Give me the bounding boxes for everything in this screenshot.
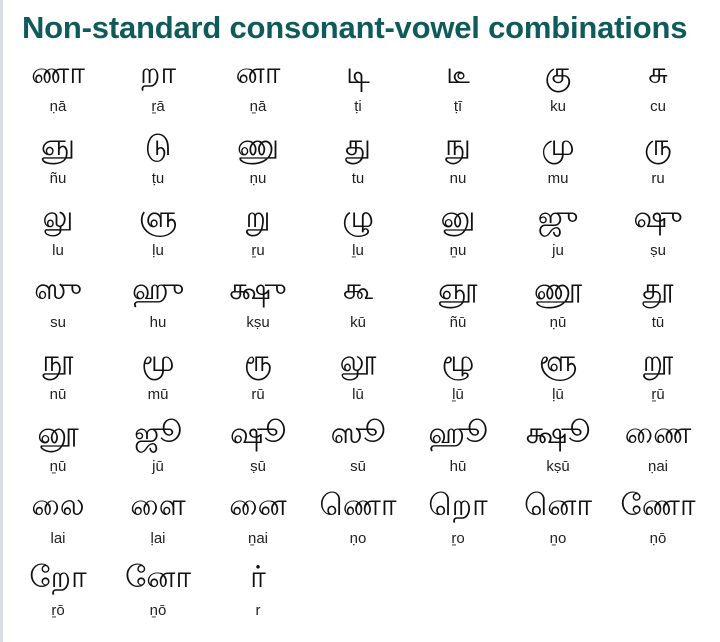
tamil-glyph: ணோ	[620, 488, 696, 523]
letter-cell	[208, 560, 308, 632]
tamil-glyph: னை	[229, 488, 287, 523]
letter-cell	[208, 200, 308, 272]
transliteration: cu	[650, 98, 666, 115]
transliteration: ṇā	[49, 98, 67, 115]
tamil-glyph: ஜு	[537, 200, 579, 235]
letter-cell	[208, 416, 308, 488]
tamil-glyph: றொ	[428, 488, 488, 523]
letter-cell	[608, 344, 708, 416]
letter-cell	[508, 488, 608, 560]
tamil-glyph: கு	[544, 56, 572, 91]
transliteration: ṇu	[249, 170, 267, 187]
letter-cell	[608, 128, 708, 200]
letter-cell	[208, 344, 308, 416]
tamil-glyph: னூ	[37, 416, 79, 451]
tamil-glyph: னோ	[124, 560, 192, 595]
tamil-glyph: றூ	[642, 344, 674, 379]
letter-cell	[308, 488, 408, 560]
letter-cell	[508, 344, 608, 416]
letter-cell	[408, 272, 508, 344]
tamil-glyph: ஜூ	[134, 416, 182, 451]
transliteration: ṟū	[651, 386, 665, 403]
tamil-glyph: கூ	[342, 272, 374, 307]
tamil-glyph: டீ	[446, 56, 470, 91]
letter-cell	[308, 128, 408, 200]
tamil-glyph: லை	[31, 488, 85, 523]
tamil-glyph: நூ	[42, 344, 74, 379]
letter-cell	[8, 56, 108, 128]
tamil-glyph: னு	[440, 200, 476, 235]
tamil-glyph: று	[245, 200, 271, 235]
tamil-glyph: மு	[541, 128, 575, 163]
transliteration: ku	[550, 98, 566, 115]
letter-cell	[408, 56, 508, 128]
letter-cell	[108, 128, 208, 200]
tamil-glyph: றா	[139, 56, 177, 91]
transliteration: ṟā	[151, 98, 165, 115]
letter-cell	[108, 560, 208, 632]
letter-cell	[8, 200, 108, 272]
letter-cell	[608, 56, 708, 128]
letter-cell	[8, 344, 108, 416]
tamil-glyph: டு	[144, 128, 172, 163]
tamil-glyph: ஸு	[34, 272, 82, 307]
tamil-glyph: லூ	[339, 344, 377, 379]
transliteration: ru	[651, 170, 665, 187]
letter-cell	[308, 344, 408, 416]
letter-cell	[8, 128, 108, 200]
tamil-glyph: நு	[445, 128, 471, 163]
tamil-glyph: ர்	[250, 560, 266, 595]
letter-cell	[608, 200, 708, 272]
transliteration: ṇō	[649, 530, 667, 547]
letter-cell	[108, 488, 208, 560]
letter-cell	[308, 416, 408, 488]
tamil-glyph: ஸூ	[330, 416, 386, 451]
letter-cell	[608, 272, 708, 344]
letter-cell	[208, 488, 308, 560]
transliteration: ṭi	[354, 98, 362, 115]
transliteration: kṣū	[546, 458, 570, 475]
tamil-glyph: ழு	[341, 200, 375, 235]
letter-cell	[408, 128, 508, 200]
transliteration: ḷu	[152, 242, 164, 259]
tamil-glyph: ஞு	[40, 128, 76, 163]
transliteration: mu	[547, 170, 569, 187]
letter-cell	[408, 488, 508, 560]
transliteration: sū	[350, 458, 366, 475]
transliteration: ṉā	[249, 98, 267, 115]
tamil-glyph: ணூ	[533, 272, 583, 307]
tamil-glyph: ஹூ	[428, 416, 488, 451]
tamil-glyph: னொ	[523, 488, 593, 523]
tamil-glyph: ணு	[236, 128, 280, 163]
letter-cell	[608, 488, 708, 560]
tamil-glyph: ளு	[138, 200, 178, 235]
transliteration: ṟo	[451, 530, 465, 547]
tamil-glyph: க்ஷூ	[525, 416, 591, 451]
letter-cell	[408, 344, 508, 416]
transliteration: ṣu	[650, 242, 666, 259]
transliteration: nū	[49, 386, 67, 403]
transliteration: ñū	[449, 314, 467, 331]
transliteration: ṉai	[247, 530, 269, 547]
transliteration: jū	[152, 458, 164, 475]
letter-cell	[8, 560, 108, 632]
letter-cell	[108, 56, 208, 128]
transliteration: ṟu	[251, 242, 265, 259]
transliteration: kṣu	[246, 314, 270, 331]
tamil-glyph: ணை	[624, 416, 692, 451]
letter-cell	[108, 272, 208, 344]
tamil-glyph: க்ஷு	[229, 272, 287, 307]
transliteration: ju	[552, 242, 564, 259]
left-border-rule	[0, 0, 3, 642]
transliteration: ṭī	[453, 98, 463, 115]
letter-cell	[508, 128, 608, 200]
transliteration: ṉū	[49, 458, 67, 475]
transliteration: ḻu	[352, 242, 364, 259]
letter-cell	[108, 344, 208, 416]
letter-cell	[208, 128, 308, 200]
tamil-glyph: ஞூ	[438, 272, 478, 307]
transliteration: hū	[449, 458, 467, 475]
transliteration: ṇū	[549, 314, 567, 331]
letter-cell	[308, 272, 408, 344]
transliteration: ṉō	[149, 602, 167, 619]
tamil-glyph: ஷூ	[229, 416, 287, 451]
transliteration: ñu	[49, 170, 67, 187]
transliteration: hu	[149, 314, 167, 331]
letter-cell	[508, 272, 608, 344]
tamil-glyph: ரு	[644, 128, 672, 163]
transliteration: ṉu	[449, 242, 467, 259]
transliteration: ḻū	[452, 386, 464, 403]
letter-cell	[308, 56, 408, 128]
letter-cell	[8, 416, 108, 488]
page-title: Non-standard consonant-vowel combinations	[22, 10, 688, 45]
tamil-glyph: ணொ	[319, 488, 397, 523]
tamil-glyph: மூ	[141, 344, 175, 379]
transliteration: tū	[651, 314, 665, 331]
transliteration: rū	[251, 386, 265, 403]
letter-cell	[408, 200, 508, 272]
tamil-glyph: ளை	[130, 488, 186, 523]
tamil-glyph: ரூ	[243, 344, 273, 379]
transliteration: mū	[147, 386, 169, 403]
tamil-glyph: ஷு	[633, 200, 683, 235]
transliteration: ṉo	[549, 530, 567, 547]
transliteration: ṣū	[250, 458, 266, 475]
transliteration: lu	[52, 242, 64, 259]
tamil-glyph: றோ	[29, 560, 87, 595]
transliteration: ṟō	[51, 602, 65, 619]
transliteration: ṭu	[151, 170, 165, 187]
letter-grid	[8, 56, 708, 632]
transliteration: ḷai	[150, 530, 166, 547]
letter-cell	[508, 200, 608, 272]
transliteration: ṇai	[647, 458, 669, 475]
letter-cell	[108, 200, 208, 272]
letter-cell	[208, 272, 308, 344]
tamil-glyph: ணா	[31, 56, 85, 91]
transliteration: ḷū	[552, 386, 564, 403]
tamil-glyph: ளூ	[538, 344, 578, 379]
letter-cell	[308, 200, 408, 272]
transliteration: nu	[449, 170, 467, 187]
letter-cell	[208, 56, 308, 128]
tamil-glyph: லு	[42, 200, 74, 235]
tamil-glyph: சு	[648, 56, 668, 91]
transliteration: su	[50, 314, 66, 331]
letter-cell	[8, 488, 108, 560]
letter-cell	[8, 272, 108, 344]
letter-cell	[608, 416, 708, 488]
transliteration: r	[255, 602, 261, 619]
tamil-glyph: ஹு	[131, 272, 185, 307]
letter-cell	[508, 416, 608, 488]
transliteration: kū	[350, 314, 366, 331]
tamil-glyph: ழூ	[441, 344, 475, 379]
tamil-glyph: னா	[235, 56, 281, 91]
letter-cell	[108, 416, 208, 488]
transliteration: lū	[352, 386, 364, 403]
letter-cell	[508, 56, 608, 128]
tamil-glyph: டி	[346, 56, 370, 91]
transliteration: tu	[351, 170, 365, 187]
letter-cell	[408, 416, 508, 488]
tamil-glyph: து	[344, 128, 371, 163]
tamil-glyph: தூ	[642, 272, 674, 307]
transliteration: lai	[50, 530, 66, 547]
transliteration: ṇo	[349, 530, 367, 547]
